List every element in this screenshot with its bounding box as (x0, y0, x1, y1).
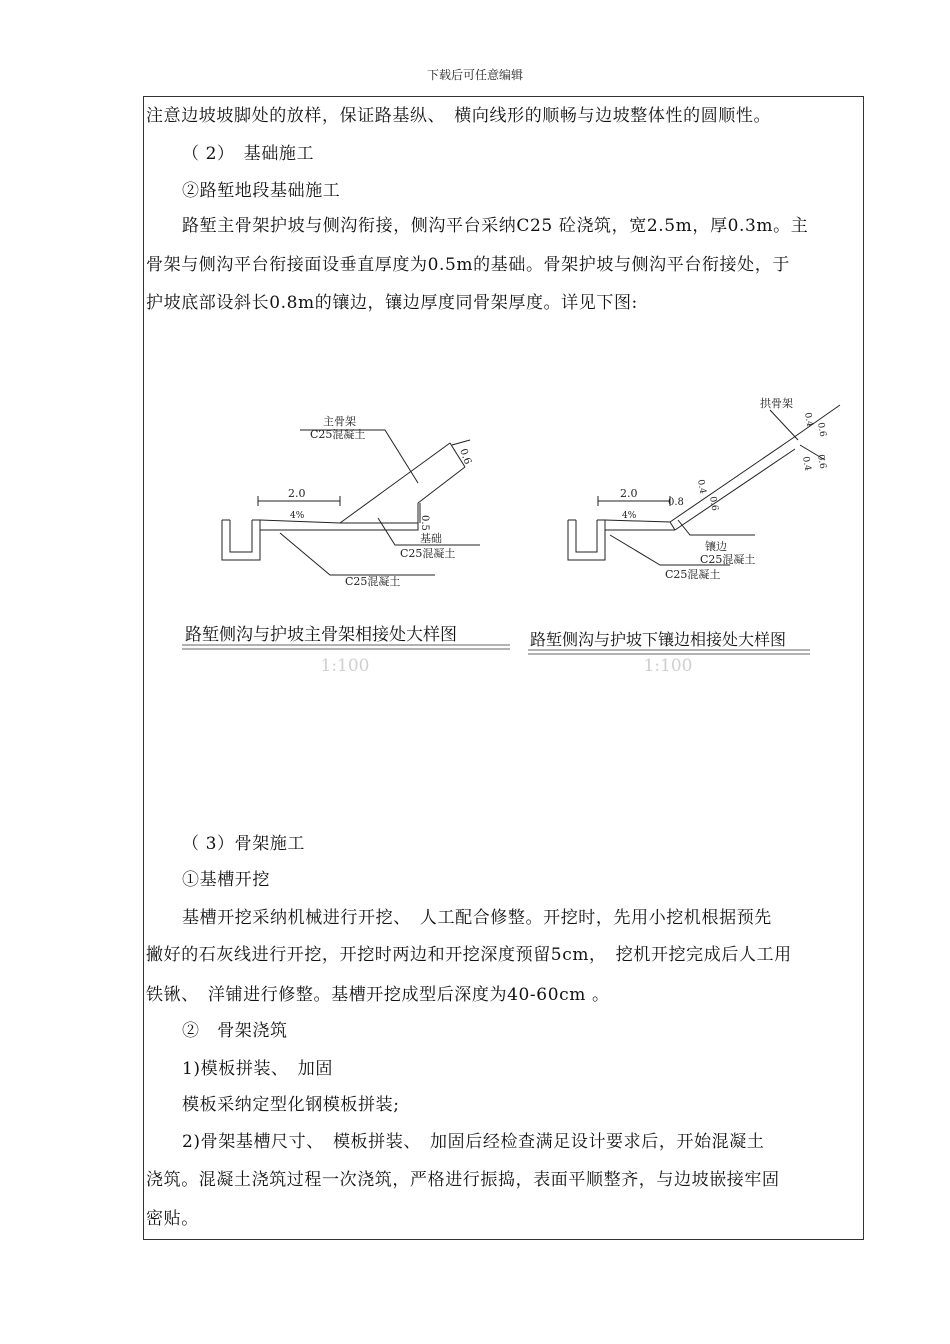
list-item: 2)骨架基槽尺寸、 模板拼装、 加固后经检查满足设计要求后，开始混凝土 (182, 1132, 765, 1152)
right-dim-c: 0.4 (802, 411, 815, 428)
right-dim-slope: 4% (622, 511, 637, 521)
text-line: 撇好的石灰线进行开挖，开挖时两边和开挖深度预留5cm， 挖机开挖完成后人工用 (146, 945, 792, 965)
left-caption: 路堑侧沟与护坡主骨架相接处大样图 (185, 625, 457, 645)
right-dim-f: 0.6 (815, 453, 828, 470)
left-dim-width: 2.0 (288, 487, 306, 500)
text-line: 铁锹、 洋铺进行修整。基槽开挖成型后深度为40-60cm 。 (146, 985, 610, 1005)
text-line: 基槽开挖采纳机械进行开挖、 人工配合修整。开挖时，先用小挖机根据预先 (182, 908, 772, 928)
left-dim-thick: 0.6 (457, 447, 473, 466)
subsection-heading: ②路堑地段基础施工 (182, 181, 341, 201)
text-line: 护坡底部设斜长0.8m的镶边，镶边厚度同骨架厚度。详见下图: (146, 293, 638, 313)
left-scale: 1:100 (320, 656, 370, 676)
right-label-edge: 镶边 (705, 540, 727, 553)
subsection-heading: ①基槽开挖 (182, 870, 270, 890)
left-label-skeleton: 主骨架 (323, 415, 356, 428)
left-dim-slope: 4% (290, 511, 305, 521)
text-line: 路堑主骨架护坡与侧沟衔接，侧沟平台采纳C25 砼浇筑，宽2.5m，厚0.3m。主 (182, 216, 809, 236)
left-label-platform-mat: C25混凝土 (345, 575, 401, 588)
left-label-base-mat: C25混凝土 (400, 547, 456, 560)
right-dim-e: 0.4 (800, 455, 813, 472)
section-heading: （ 2） 基础施工 (182, 144, 315, 164)
left-label-base: 基础 (420, 532, 442, 545)
section-heading: （ 3）骨架施工 (182, 834, 306, 854)
text-line: 模板采纳定型化钢模板拼装; (182, 1095, 400, 1115)
left-label-skeleton-mat: C25混凝土 (310, 428, 366, 441)
right-label-platform-mat: C25混凝土 (665, 568, 721, 581)
left-dim-depth: 0.5 (419, 515, 430, 531)
text-line: 浇筑。混凝土浇筑过程一次浇筑，严格进行振捣，表面平顺整齐，与边坡嵌接牢固 (146, 1170, 780, 1190)
right-scale: 1:100 (643, 656, 693, 676)
right-label-edge-mat: C25混凝土 (700, 553, 756, 566)
detail-drawings (150, 385, 850, 685)
text-line: 密贴。 (146, 1209, 199, 1229)
text-line: 注意边坡坡脚处的放样，保证路基纵、 横向线形的顺畅与边坡整体性的圆顺性。 (146, 106, 772, 126)
right-dim-a: 0.4 (695, 478, 708, 495)
right-label-arch: 拱骨架 (760, 397, 793, 410)
right-dim-width: 2.0 (620, 487, 638, 500)
text-line: 骨架与侧沟平台衔接面设垂直厚度为0.5m的基础。骨架护坡与侧沟平台衔接处，于 (146, 255, 790, 275)
right-dim-b: 0.6 (707, 495, 720, 512)
subsection-heading: ② 骨架浇筑 (182, 1021, 288, 1041)
right-caption: 路堑侧沟与护坡下镶边相接处大样图 (530, 630, 787, 649)
list-item: 1)模板拼装、 加固 (182, 1059, 333, 1079)
right-dim-edge: 0.8 (668, 497, 684, 508)
right-dim-d: 0.6 (815, 421, 828, 438)
page-header: 下载后可任意编辑 (426, 68, 523, 82)
